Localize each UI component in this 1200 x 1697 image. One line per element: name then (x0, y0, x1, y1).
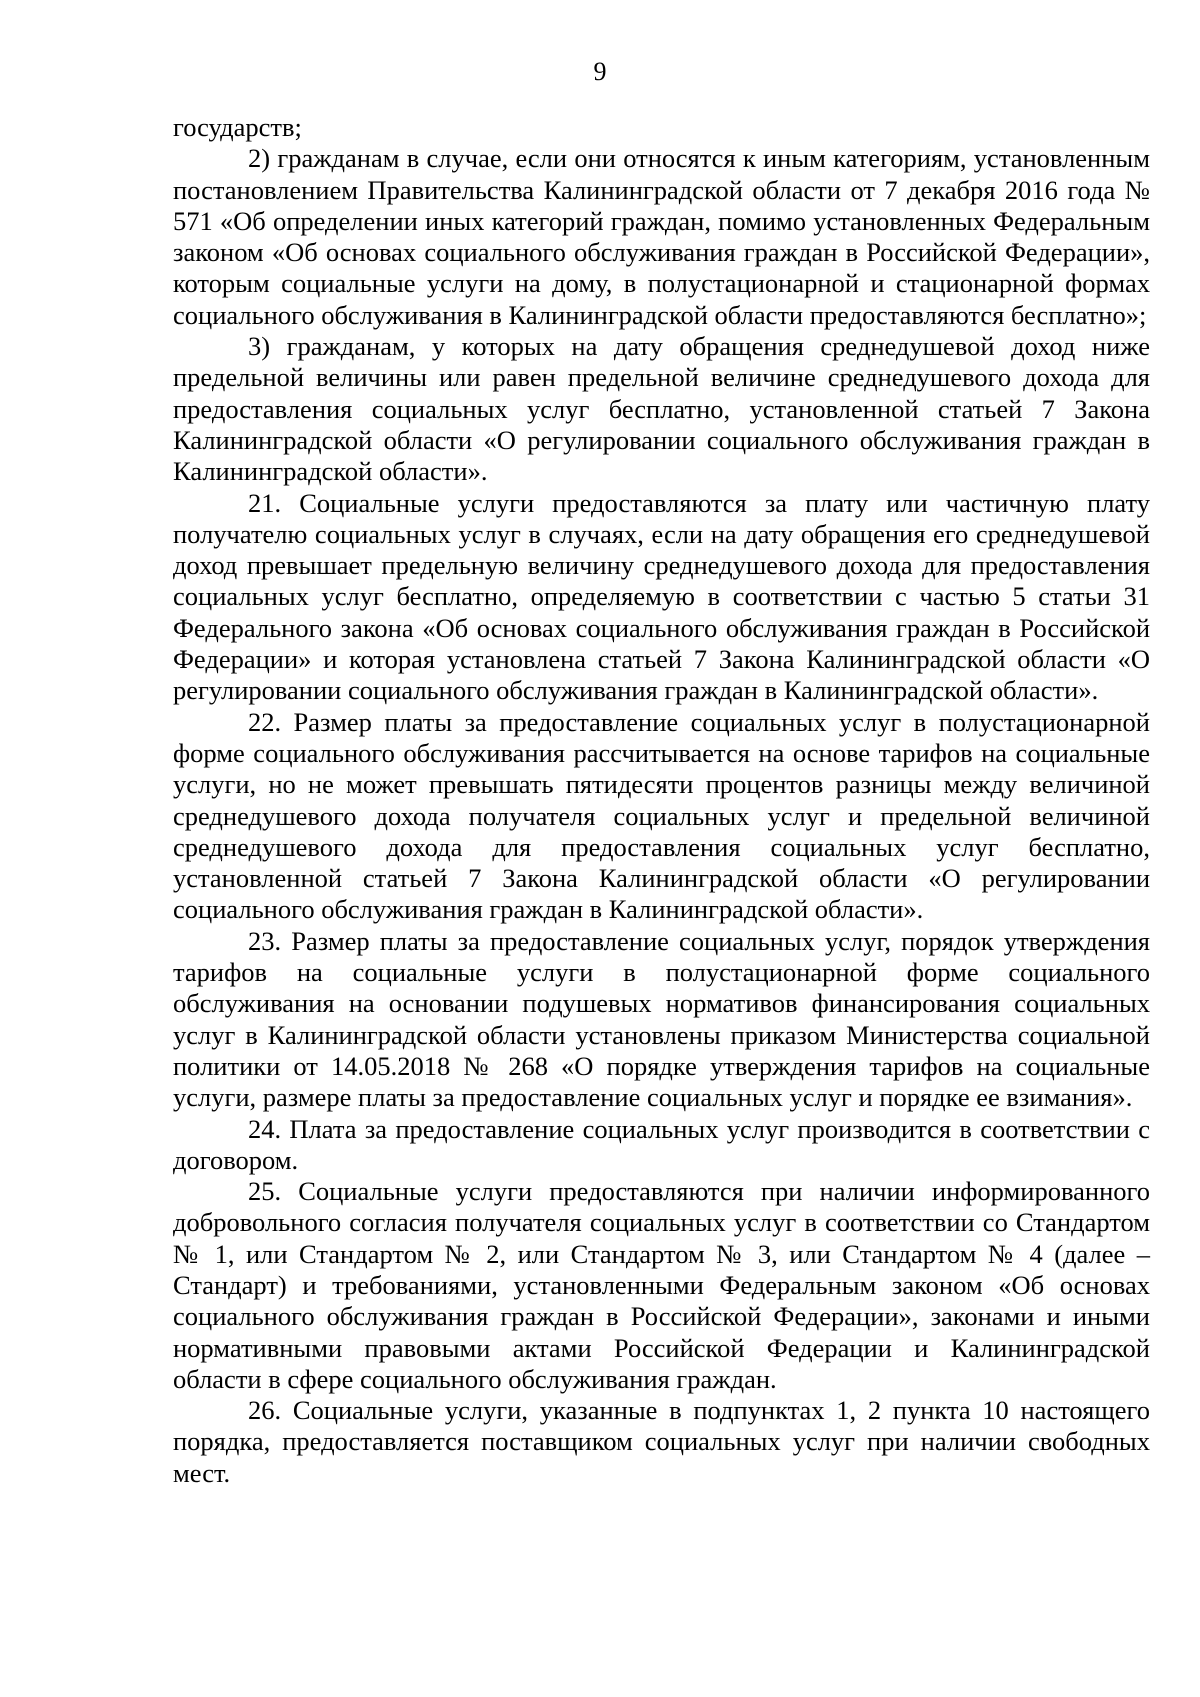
document-body (173, 112, 1150, 1489)
paragraph-clause-25: 25. Социальные услуги предоставляются при наличии информированного добровольного согласия получателя социальных услуг в соответствии со Стандартом № 1, или Стандартом № 2, или Стандартом № 3, или Стандартом № 4 (далее – Стандарт) и требованиями, установленными Федеральным законом «Об основах социального обслуживания граждан в Российской Федерации», законами и иными нормативными правовыми актами Российской Федерации и Калининградской области в сфере социального обслуживания граждан. (173, 1176, 1150, 1394)
page-number: 9 (593, 57, 607, 86)
paragraph-continuation: государств; (173, 112, 302, 142)
paragraph-clause-26: 26. Социальные услуги, указанные в подпунктах 1, 2 пункта 10 настоящего порядка, предоставляется поставщиком социальных услуг при наличии свободных мест. (173, 1395, 1150, 1488)
paragraph-clause-23: 23. Размер платы за предоставление социальных услуг, порядок утверждения тарифов на социальные услуги в полустационарной форме социального обслуживания на основании подушевых нормативов финансирования социальных услуг в Калининградской области установлены приказом Министерства социальной политики от 14.05.2018 № 268 «О порядке утверждения тарифов на социальные услуги, размере платы за предоставление социальных услуг и порядке ее взимания». (173, 925, 1150, 1113)
paragraph-clause-22: 22. Размер платы за предоставление социальных услуг в полустационарной форме социального обслуживания рассчитывается на основе тарифов на социальные услуги, но не может превышать пятидесяти процентов разницы между величиной среднедушевого дохода получателя социальных услуг и предельной величиной среднедушевого дохода для предоставления социальных услуг бесплатно, установленной статьей 7 Закона Калининградской области «О регулировании социального обслуживания граждан в Калининградской области». (173, 706, 1150, 925)
paragraph-subitem-2: 2) гражданам в случае, если они относятся к иным категориям, установленным постановлением Правительства Калининградской области от 7 декабря 2016 года № 571 «Об определении иных категорий граждан, помимо установленных Федеральным законом «Об основах социального обслуживания граждан в Российской Федерации», которым социальные услуги на дому, в полустационарной и стационарной формах социального обслуживания в Калининградской области предоставляются бесплатно»; (173, 143, 1150, 330)
paragraph-clause-21: 21. Социальные услуги предоставляются за плату или частичную плату получателю социальных услуг в случаях, если на дату обращения его среднедушевой доход превышает предельную величину среднедушевого дохода для предоставления социальных услуг бесплатно, определяемую в соответствии с частью 5 статьи 31 Федерального закона «Об основах социального обслуживания граждан в Российской Федерации» и которая установлена статьей 7 Закона Калининградской области «О регулировании социального обслуживания граждан в Калининградской области». (173, 487, 1150, 706)
paragraph-clause-24: 24. Плата за предоставление социальных услуг производится в соответствии с договором. (173, 1113, 1150, 1175)
paragraph-subitem-3: 3) гражданам, у которых на дату обращения среднедушевой доход ниже предельной величины или равен предельной величине среднедушевого дохода для предоставления социальных услуг бесплатно, установленной статьей 7 Закона Калининградской области «О регулировании социального обслуживания граждан в Калининградской области». (173, 331, 1150, 487)
